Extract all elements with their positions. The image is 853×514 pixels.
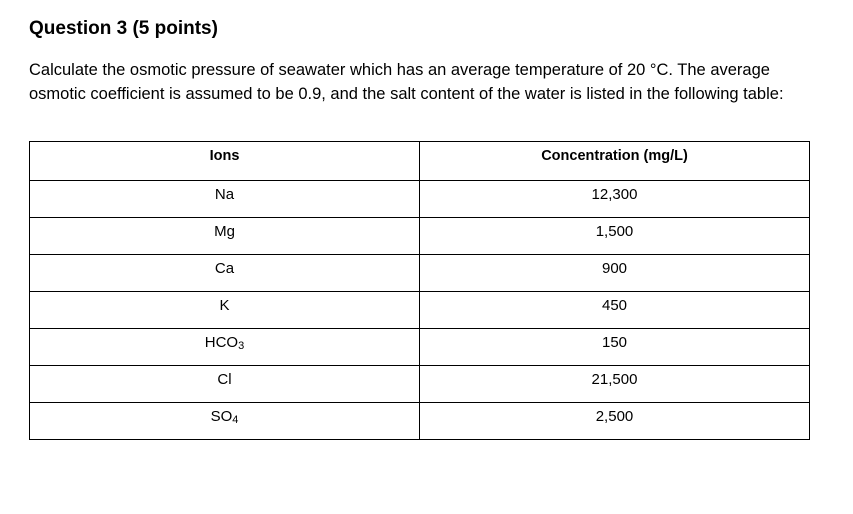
- ion-cell: [30, 403, 420, 440]
- ion-name: K: [219, 297, 230, 314]
- ion-name: Cl: [217, 371, 232, 388]
- ion-subscript: 3: [238, 340, 245, 352]
- question-text: Calculate the osmotic pressure of seawater which has an average temperature of 20 °C. The average osmotic coefficient is assumed to be 0.9, and the salt content of the water is listed in the following table:: [29, 61, 784, 103]
- header-concentration: Concentration (mg/L): [420, 142, 810, 181]
- concentration-cell: 1,500: [420, 218, 810, 255]
- table-row: [30, 255, 810, 292]
- concentration-cell: 12,300: [420, 181, 810, 218]
- table-row: [30, 181, 810, 218]
- table-row: [30, 366, 810, 403]
- concentration-cell: 150: [420, 329, 810, 366]
- ion-name: Ca: [214, 260, 235, 277]
- ion-cell: [30, 181, 420, 218]
- ion-concentration-table: [29, 141, 810, 440]
- table-row: [30, 292, 810, 329]
- table-row: [30, 218, 810, 255]
- concentration-cell: 21,500: [420, 366, 810, 403]
- concentration-cell: 2,500: [420, 403, 810, 440]
- ion-cell: [30, 366, 420, 403]
- ion-name: HCO: [204, 334, 239, 351]
- table-row: [30, 403, 810, 440]
- header-ions: Ions: [30, 142, 420, 181]
- table-row: [30, 329, 810, 366]
- question-title: Question 3 (5 points): [29, 18, 218, 39]
- ion-cell: [30, 292, 420, 329]
- concentration-cell: 900: [420, 255, 810, 292]
- ion-cell: [30, 255, 420, 292]
- ion-name: Mg: [214, 223, 235, 240]
- concentration-cell: 450: [420, 292, 810, 329]
- table-header-row: [30, 142, 810, 181]
- ion-cell: [30, 218, 420, 255]
- ion-name: SO: [210, 408, 233, 425]
- ion-subscript: 4: [232, 414, 239, 426]
- ion-name: Na: [214, 186, 235, 203]
- ion-cell: [30, 329, 420, 366]
